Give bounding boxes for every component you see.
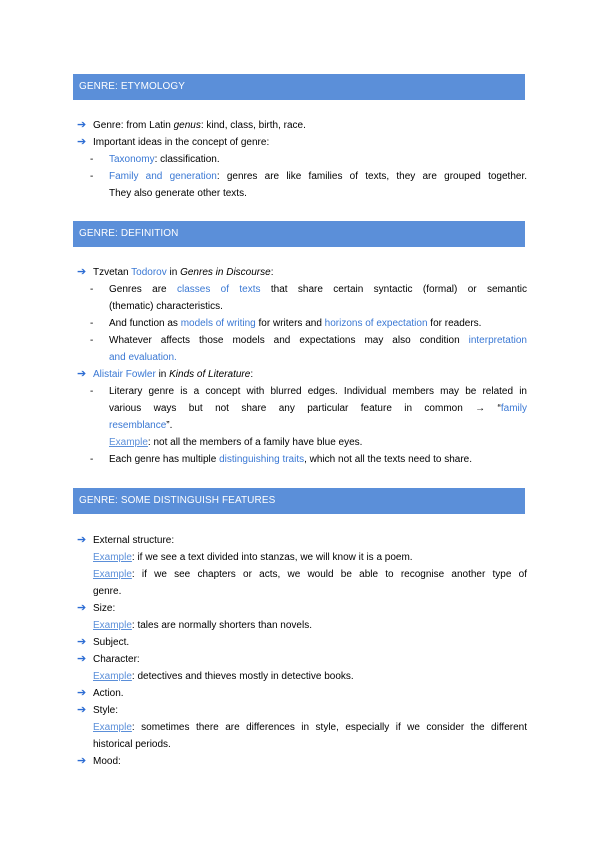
arrow-right-icon: ➔: [77, 266, 87, 278]
arrow-right-icon: ➔: [77, 534, 87, 546]
section-header-features: [73, 488, 525, 514]
arrow-right-icon: ➔: [77, 136, 87, 148]
example-label: Example: [93, 569, 132, 580]
arrow-right-icon: ➔: [77, 368, 87, 380]
bullet-text: Important ideas in the concept of genre:: [93, 137, 270, 148]
bullet-text: Alistair Fowler in Kinds of Literature:: [93, 369, 254, 380]
sub-bullet-text: And function as models of writing for writers and horizons of expectation for readers.: [109, 318, 482, 329]
section-title: GENRE: ETYMOLOGY: [79, 81, 186, 92]
arrow-right-icon: ➔: [77, 755, 87, 767]
sub-bullet-continuation: and evaluation.: [109, 352, 177, 363]
sub-bullet-text: Whatever affects those models and expectations may also condition interpretation: [109, 335, 527, 346]
section-header-etymology: [73, 74, 525, 100]
dash-bullet: -: [90, 284, 94, 295]
example-label: Example: [93, 671, 132, 682]
feature-item: External structure:: [93, 535, 175, 546]
arrow-right-icon: ➔: [77, 653, 87, 665]
sub-bullet-text: Family and generation: genres are like families of texts, they are grouped together.: [109, 171, 527, 182]
example-label: Example: [93, 620, 132, 631]
sub-bullet-text: Literary genre is a concept with blurred edges. Individual members may be related in: [109, 386, 527, 397]
dash-bullet: -: [90, 335, 94, 346]
sub-bullet-text: Each genre has multiple distinguishing traits, which not all the texts need to share.: [109, 454, 473, 465]
example-line: Example: detectives and thieves mostly in detective books.: [93, 671, 354, 682]
sub-bullet-text: Genres are classes of texts that share certain syntactic (formal) or semantic: [109, 284, 527, 295]
section-title: GENRE: DEFINITION: [79, 228, 179, 239]
dash-bullet: -: [90, 154, 94, 165]
example-line: Example: if we see chapters or acts, we would be able to recognise another type of: [93, 569, 527, 580]
sub-bullet-text: Taxonomy: classification.: [109, 154, 220, 165]
sub-bullet-continuation: They also generate other texts.: [109, 188, 247, 199]
example-line: Example: if we see a text divided into stanzas, we will know it is a poem.: [93, 552, 413, 563]
arrow-right-icon: ➔: [77, 704, 87, 716]
feature-item: Size:: [93, 603, 116, 614]
sub-bullet-continuation: (thematic) characteristics.: [109, 301, 223, 312]
feature-item: Character:: [93, 654, 140, 665]
example-line: Example: sometimes there are differences in style, especially if we consider the different: [93, 722, 527, 733]
example-continuation: historical periods.: [93, 739, 171, 750]
example-label: Example: [93, 722, 132, 733]
arrow-right-icon: ➔: [77, 636, 87, 648]
dash-bullet: -: [90, 318, 94, 329]
sub-bullet-continuation: various ways but not share any particular feature in common → “family: [109, 403, 527, 414]
example-line: Example: not all the members of a family have blue eyes.: [109, 437, 363, 448]
feature-item: Subject.: [93, 637, 130, 648]
dash-bullet: -: [90, 454, 94, 465]
feature-item: Mood:: [93, 756, 121, 767]
arrow-right-icon: ➔: [77, 602, 87, 614]
bullet-text: Genre: from Latin genus: kind, class, birth, race.: [93, 120, 306, 131]
feature-item: Action.: [93, 688, 124, 699]
example-line: Example: tales are normally shorters than novels.: [93, 620, 312, 631]
sub-bullet-continuation: resemblance”.: [109, 420, 173, 431]
arrow-right-icon: ➔: [77, 119, 87, 131]
feature-item: Style:: [93, 705, 119, 716]
example-label: Example: [93, 552, 132, 563]
dash-bullet: -: [90, 386, 94, 397]
section-header-definition: [73, 221, 525, 247]
example-label: Example: [109, 437, 148, 448]
dash-bullet: -: [90, 171, 94, 182]
example-continuation: genre.: [93, 586, 122, 597]
section-title: GENRE: SOME DISTINGUISH FEATURES: [79, 495, 276, 506]
bullet-text: Tzvetan Todorov in Genres in Discourse:: [93, 267, 274, 278]
arrow-right-icon: ➔: [77, 687, 87, 699]
